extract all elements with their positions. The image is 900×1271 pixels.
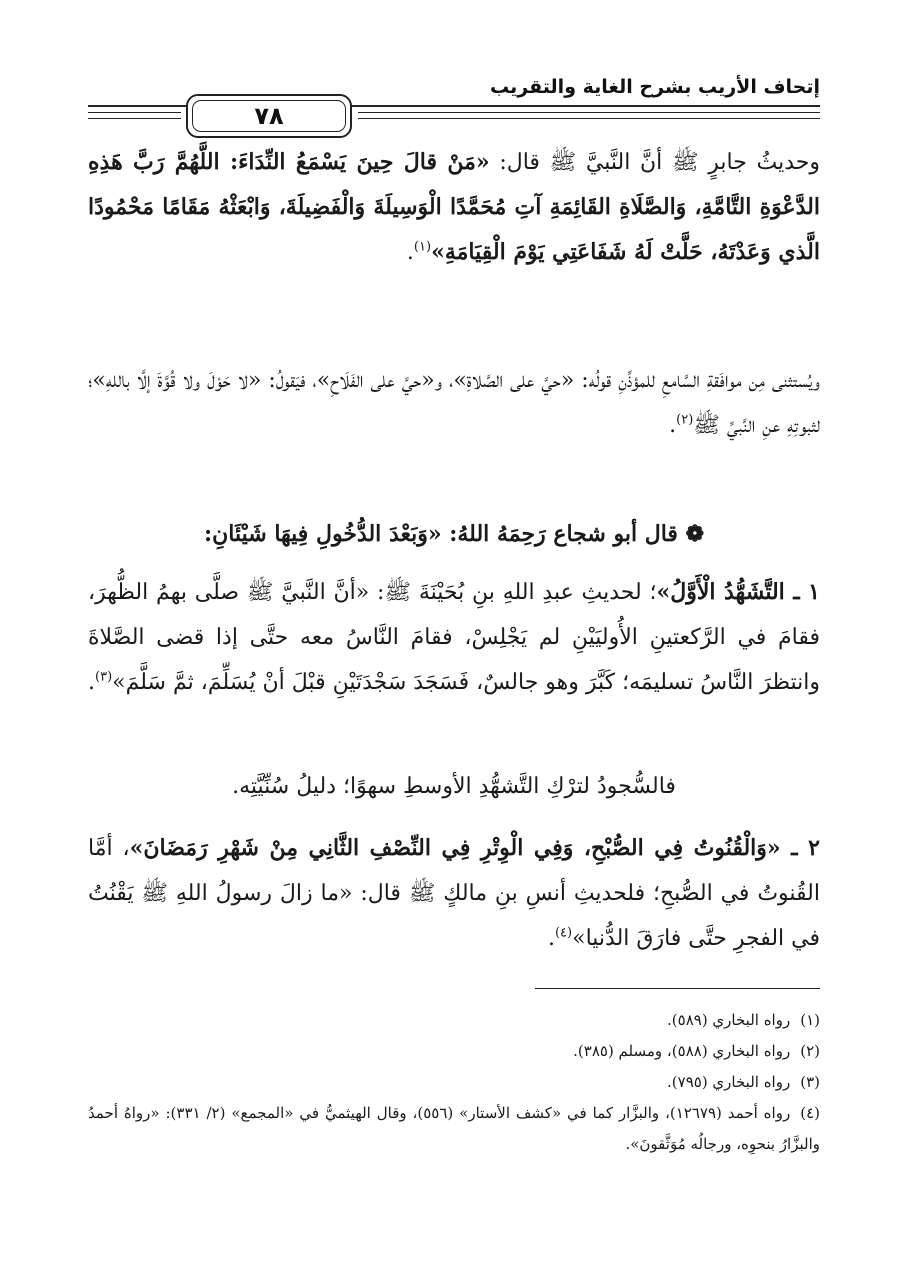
flower-ornament-icon: ❁	[677, 521, 705, 547]
section-heading	[88, 512, 820, 557]
footnote-ref-2[interactable]: (٢)	[676, 412, 694, 428]
footnote-number: (١)	[800, 1011, 820, 1029]
page-header	[88, 66, 820, 130]
footnote-number: (٢)	[800, 1042, 820, 1060]
paragraph-text: ويُستثنى مِن موافَقةِ السَّامعِ للمؤذِّنِ قولُه: «حيَّ على الصَّلاةِ»، و«حيَّ على الفَلَاحِ»، فيَقولُ: «لا حَوْلَ ولا قُوَّةَ إلَّا باللهِ»؛ لثبوتِهِ عنِ النَّبيِّ ﷺ	[88, 368, 820, 438]
page-number-frame	[186, 94, 352, 138]
page-number: ٧٨	[254, 102, 284, 130]
heading-quote: «وَبَعْدَ الدُّخُولِ فِيهَا شَيْئَانِ:	[203, 521, 442, 547]
footnote-item	[88, 1005, 820, 1036]
item-heading: ٢ ـ «وَالْقُنُوتُ فِي الصُّبْحِ، وَفِي الْوِتْرِ فِي النِّصْفِ الثَّانِي مِنْ شَهْرِ رَمَضَانَ»	[129, 835, 820, 861]
paragraph-jabir-hadith	[88, 140, 820, 275]
footnote-ref-3[interactable]: (٣)	[95, 669, 113, 685]
paragraph-text: ؛ لحديثِ عبدِ اللهِ بنِ بُحَيْنَةَ ﷺ: «أنَّ النَّبيَّ ﷺ صلَّى بهمُ الظُّهرَ، فقامَ في الرَّكعتينِ الأُوليَيْنِ لم يَجْلِسْ، فقامَ النَّاسُ معه حتَّى إذا قضى الصَّلاةَ وانتظرَ النَّاسُ تسليمَه؛ كَبَّرَ وهو جالسٌ، فَسَجَدَ سَجْدَتَيْنِ قبْلَ أنْ يُسَلِّمَ، ثمَّ سَلَّمَ»	[88, 580, 820, 695]
heading-lead: قال أبو شجاع رَحِمَهُ اللهُ:	[441, 521, 678, 547]
paragraph-text: ، أمَّا القُنوتُ في الصُّبحِ؛ فلحديثِ أنسِ بنِ مالكٍ ﷺ قال: «ما زالَ رسولُ اللهِ ﷺ يَقْنُتُ في الفجرِ حتَّى فارَقَ الدُّنيا»	[88, 836, 820, 951]
paragraph-end: .	[88, 670, 96, 695]
paragraph-exception	[88, 358, 820, 448]
footnote-number: (٣)	[800, 1073, 820, 1091]
footnote-text: رواه البخاري (٥٨٩).	[667, 1011, 791, 1029]
footnote-text: رواه أحمد (١٢٦٧٩)، والبزَّار كما في «كشف الأستار» (٥٥٦)، وقال الهيثميُّ في «المجمع» (٢/ ٣٣١): «رواهُ أحمدُ والبزَّارُ بنحوِه، ورجالُه مُوَثَّقونَ».	[88, 1104, 820, 1153]
hadith-text: «مَنْ قالَ حِينَ يَسْمَعُ النِّدَاءَ: اللَّهُمَّ رَبَّ هَذِهِ الدَّعْوَةِ التَّامَّةِ، وَالصَّلَاةِ القَائِمَةِ آتِ مُحَمَّدًا الْوَسِيلَةَ وَالْفَضِيلَةَ، وَابْعَثْهُ مَقَامًا مَحْمُودًا الَّذي وَعَدْتَهُ، حَلَّتْ لَهُ شَفَاعَتِي يَوْمَ الْقِيَامَةِ»	[88, 149, 820, 265]
paragraph-end: .	[669, 413, 677, 438]
running-title: إتحاف الأريب بشرح الغاية والتقريب	[490, 76, 820, 98]
header-double-rule-right	[358, 112, 820, 119]
footnote-item	[88, 1067, 820, 1098]
paragraph-text: فالسُّجودُ لترْكِ التَّشهُّدِ الأوسطِ سهوًا؛ دليلُ سُنِّيَّتِه.	[232, 774, 676, 799]
paragraph-first-tashahhud	[88, 570, 820, 705]
paragraph-sujud-evidence	[88, 764, 820, 809]
paragraph-end: .	[547, 926, 555, 951]
footnote-number: (٤)	[800, 1104, 820, 1122]
footnote-ref-1[interactable]: (١)	[413, 239, 432, 255]
header-double-rule-left	[88, 112, 181, 119]
item-heading: ١ ـ التَّشَهُّدُ الْأَوَّلُ»	[656, 579, 820, 605]
paragraph-end: .	[406, 240, 414, 265]
paragraph-qunut	[88, 826, 820, 961]
footnote-text: رواه البخاري (٧٩٥).	[667, 1073, 791, 1091]
footnote-item	[88, 1036, 820, 1067]
footnote-ref-4[interactable]: (٤)	[554, 925, 573, 941]
footnote-separator	[535, 988, 820, 989]
footnotes	[88, 1005, 820, 1160]
footnote-text: رواه البخاري (٥٨٨)، ومسلم (٣٨٥).	[573, 1042, 791, 1060]
paragraph-intro: وحديثُ جابرٍ ﷺ أنَّ النَّبيَّ ﷺ قال:	[489, 150, 820, 175]
footnote-item	[88, 1098, 820, 1160]
